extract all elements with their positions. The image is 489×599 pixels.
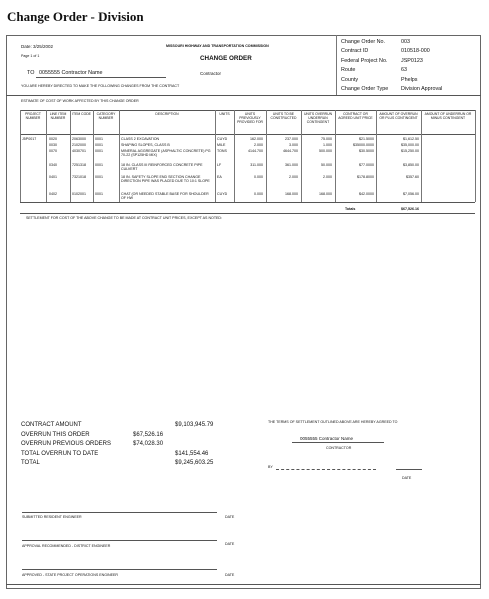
agreement-date-line	[396, 469, 422, 470]
unit-price: $178.8000	[357, 175, 374, 179]
col-header-prev-units: UNITS PREVIOUSLY PROVIDED FOR	[237, 112, 263, 124]
header-divider	[6, 95, 481, 96]
summary-label: TOTAL	[21, 460, 40, 467]
summary-label: OVERRUN PREVIOUS ORDERS	[21, 441, 112, 448]
item-units: EA	[217, 175, 222, 179]
col-line	[475, 110, 476, 202]
units-to-be-constructed: 237.000	[285, 137, 298, 141]
summary-mid-value: $74,028.30	[133, 441, 164, 448]
item-code: 4030701	[72, 149, 86, 153]
unit-price: $42.0000	[359, 192, 374, 196]
signature-line	[22, 540, 217, 541]
info-value: JSP0123	[401, 57, 423, 64]
overrun-amount: $7,056.00	[403, 192, 419, 196]
agreement-contractor-name: 0055555 Contractor Name	[300, 436, 354, 441]
page-number: Page 1 of 1	[21, 54, 40, 58]
units-overrun: 75.000	[321, 137, 332, 141]
info-label: Contract ID	[341, 48, 369, 55]
units-overrun: 500.000	[319, 149, 332, 153]
col-header-overrun-units: UNITS OVERRUN UNDERRUN CONTINGENT	[303, 112, 333, 124]
col-header-project: PROJECT NUMBER	[25, 112, 41, 120]
signature-role: APPROVED - STATE PROJECT OPERATIONS ENGINEER	[22, 573, 118, 577]
item-units: CUYD	[217, 192, 228, 196]
by-label: BY	[268, 465, 273, 469]
category-number: 0001	[95, 192, 103, 196]
item-description: 18 IN. CLASS III REINFORCED CONCRETE PIPE CULVERT	[121, 163, 203, 172]
units-overrun: 168.000	[319, 192, 332, 196]
col-line	[335, 110, 336, 202]
col-header-underrun-amount: AMOUNT OF UNDERRUN OR MINUS CONTINGENT	[424, 112, 472, 120]
category-number: 0001	[95, 175, 103, 179]
summary-row	[21, 451, 261, 461]
contractor-word: Contractor	[200, 71, 222, 76]
line-item: 0020	[49, 137, 57, 141]
item-units: CUYD	[217, 137, 228, 141]
summary-label: OVERRUN THIS ORDER	[21, 431, 90, 438]
info-label: County	[341, 76, 359, 83]
item-code: 0102001	[72, 192, 86, 196]
date-label: Date: 3/25/2002	[21, 44, 54, 49]
info-value: 003	[401, 39, 410, 45]
form-title: CHANGE ORDER	[200, 55, 252, 62]
units-to-be-constructed: 361.000	[285, 163, 298, 167]
summary-row	[21, 432, 261, 442]
contractor-id-name: 0055555 Contractor Name	[39, 70, 103, 76]
overrun-amount: $357.60	[406, 175, 419, 179]
signature-date: DATE	[225, 515, 235, 519]
info-label: Route	[341, 67, 356, 74]
directed-text: YOU ARE HEREBY DIRECTED TO MAKE THE FOLLOWING CHANGES FROM THE CONTRACT	[21, 84, 180, 88]
info-value: 63	[401, 67, 407, 74]
item-units: MILE	[217, 143, 226, 147]
units-overrun: 2.000	[323, 175, 332, 179]
col-line	[46, 110, 47, 202]
line-item: 0030	[49, 143, 57, 147]
overrun-amount: $15,250.00	[401, 149, 419, 153]
item-units: TONS	[217, 149, 227, 153]
col-header-unit-price: CONTRACT OR AGREED UNIT PRICE	[338, 112, 373, 120]
category-number: 0001	[95, 143, 103, 147]
item-description: MINERAL AGGREGATE (ASPHALTIC CONCRETE) PG 70-22 (SP125HD MIX)	[121, 149, 211, 158]
table-top-border	[20, 110, 475, 111]
footer-divider	[6, 584, 481, 585]
overrun-amount: $1,612.50	[403, 137, 419, 141]
signature-date: DATE	[225, 542, 235, 546]
summary-mid-value	[133, 451, 175, 461]
info-row	[341, 39, 442, 48]
info-label: Change Order No.	[341, 39, 386, 45]
commission-name: MISSOURI HIGHWAY AND TRANSPORTATION COMMISSION	[166, 44, 269, 48]
col-line	[376, 110, 377, 202]
item-code: 2102000	[72, 143, 86, 147]
units-previous: 162.000	[250, 137, 263, 141]
info-value: Division Approval	[401, 85, 443, 92]
to-label: TO	[27, 70, 35, 76]
by-signature-line	[276, 469, 376, 470]
units-to-be-constructed: 3.000	[289, 143, 298, 147]
line-item: 0070	[49, 149, 57, 153]
summary-row	[21, 422, 261, 432]
col-header-line-item: LINE ITEM NUMBER	[49, 112, 67, 120]
info-row	[341, 77, 442, 86]
signature-line	[22, 569, 217, 570]
overrun-amount: $3,850.00	[403, 163, 419, 167]
line-item: 0340	[49, 163, 57, 167]
units-previous: 2.000	[254, 143, 263, 147]
col-header-description: DESCRIPTION	[155, 112, 179, 116]
signature-date: DATE	[225, 573, 235, 577]
info-divider	[336, 35, 337, 95]
col-line	[70, 110, 71, 202]
col-line	[421, 110, 422, 202]
col-header-units: UNITS	[219, 112, 230, 116]
info-label: Federal Project No.	[341, 57, 388, 64]
unit-price: $30.5000	[359, 149, 374, 153]
signature-role: SUBMITTED RESIDENT ENGINEER	[22, 515, 82, 519]
unit-price: $21.5000	[359, 137, 374, 141]
page-title: Change Order - Division	[7, 9, 144, 24]
units-to-be-constructed: 2.000	[289, 175, 298, 179]
item-code: 7321018	[72, 175, 86, 179]
contractor-signature-line	[292, 442, 384, 443]
info-row	[341, 86, 442, 95]
item-code: 7251318	[72, 163, 86, 167]
summary-mid-value	[133, 422, 175, 432]
col-line	[266, 110, 267, 202]
units-previous: 0.000	[254, 175, 263, 179]
info-panel	[341, 39, 442, 95]
summary-right-value: $9,245,603.25	[175, 460, 214, 467]
summary-mid-value: $67,526.16	[133, 431, 164, 438]
summary-label: TOTAL OVERRUN TO DATE	[21, 450, 99, 457]
units-to-be-constructed: 168.000	[285, 192, 298, 196]
units-to-be-constructed: 4644.700	[283, 149, 298, 153]
agreement-date-label: DATE	[402, 476, 412, 480]
col-header-overrun-amount: AMOUNT OF OVERRUN OR PLUS CONTINGENT	[379, 112, 418, 120]
category-number: 0001	[95, 149, 103, 153]
totals-label: Totals	[345, 207, 356, 211]
units-overrun: 1.000	[323, 143, 332, 147]
col-line	[215, 110, 216, 202]
table-header-border	[20, 134, 475, 135]
summary-row	[21, 460, 261, 470]
table-bottom-border	[20, 202, 475, 203]
item-units: LF	[217, 163, 222, 167]
signature-role: APPROVAL RECOMMENDED - DISTRICT ENGINEER	[22, 544, 111, 548]
totals-value: $67,526.16	[401, 207, 419, 211]
col-header-to-be-constructed: UNITS TO BE CONSTRUCTED	[270, 112, 297, 120]
summary-right-value: $141,554.46	[175, 450, 209, 457]
item-code: 2063000	[72, 137, 86, 141]
col-line	[20, 110, 21, 202]
item-description: CHAT (OR NEEDED STABLE BASE FOR SHOULDER OF HW	[121, 192, 209, 201]
summary-right-value: $9,103,945.79	[175, 422, 214, 428]
units-previous: 311.000	[250, 163, 263, 167]
unit-price: $35000.0000	[353, 143, 374, 147]
summary-block	[21, 422, 261, 470]
signature-line	[22, 512, 217, 513]
unit-price: $77.0000	[359, 163, 374, 167]
line-item: 0401	[49, 175, 57, 179]
units-previous: 4144.700	[248, 149, 263, 153]
info-row	[341, 48, 442, 57]
col-line	[93, 110, 94, 202]
units-previous: 0.000	[254, 192, 263, 196]
units-overrun: 50.000	[321, 163, 332, 167]
terms-text: THE TERMS OF SETTLEMENT OUTLINED ABOVE ARE HEREBY AGREED TO	[268, 420, 398, 424]
info-value: Phelps	[401, 76, 418, 83]
summary-row	[21, 441, 261, 451]
category-number: 0001	[95, 163, 103, 167]
col-line	[119, 110, 120, 202]
item-description: SHAPING SLOPES, CLASS B	[121, 143, 170, 147]
overrun-amount: $35,000.00	[401, 143, 419, 147]
totals-divider	[20, 213, 475, 214]
summary-label: CONTRACT AMOUNT	[21, 422, 82, 428]
col-header-category: CATEGORY NUMBER	[96, 112, 116, 120]
estimate-text: ESTIMATE OF COST OF WORK AFFECTED BY THIS CHANGE ORDER	[21, 99, 139, 103]
contractor-label: CONTRACTOR	[326, 446, 352, 450]
line-item: 0402	[49, 192, 57, 196]
contractor-underline	[36, 77, 166, 78]
info-value: 010518-000	[401, 48, 430, 55]
info-label: Change Order Type	[341, 85, 389, 92]
settlement-text: SETTLEMENT FOR COST OF THE ABOVE CHANGE TO BE MADE AT CONTRACT UNIT PRICES, EXCEPT AS NOTED:	[26, 216, 223, 220]
category-number: 0001	[95, 137, 103, 141]
summary-mid-value	[133, 460, 175, 470]
item-description: CLASS 2 EXCAVATION	[121, 137, 160, 141]
info-row	[341, 58, 442, 67]
project-number: J5P0017	[22, 137, 37, 141]
info-row	[341, 67, 442, 76]
col-header-item-code: ITEM CODE	[72, 112, 91, 116]
item-description: 18 IN. SAFETY SLOPE END SECTION CHANGE DIRECTION PIPE WAS PLACED DUE TO 10:1 SLOPE	[121, 175, 210, 184]
